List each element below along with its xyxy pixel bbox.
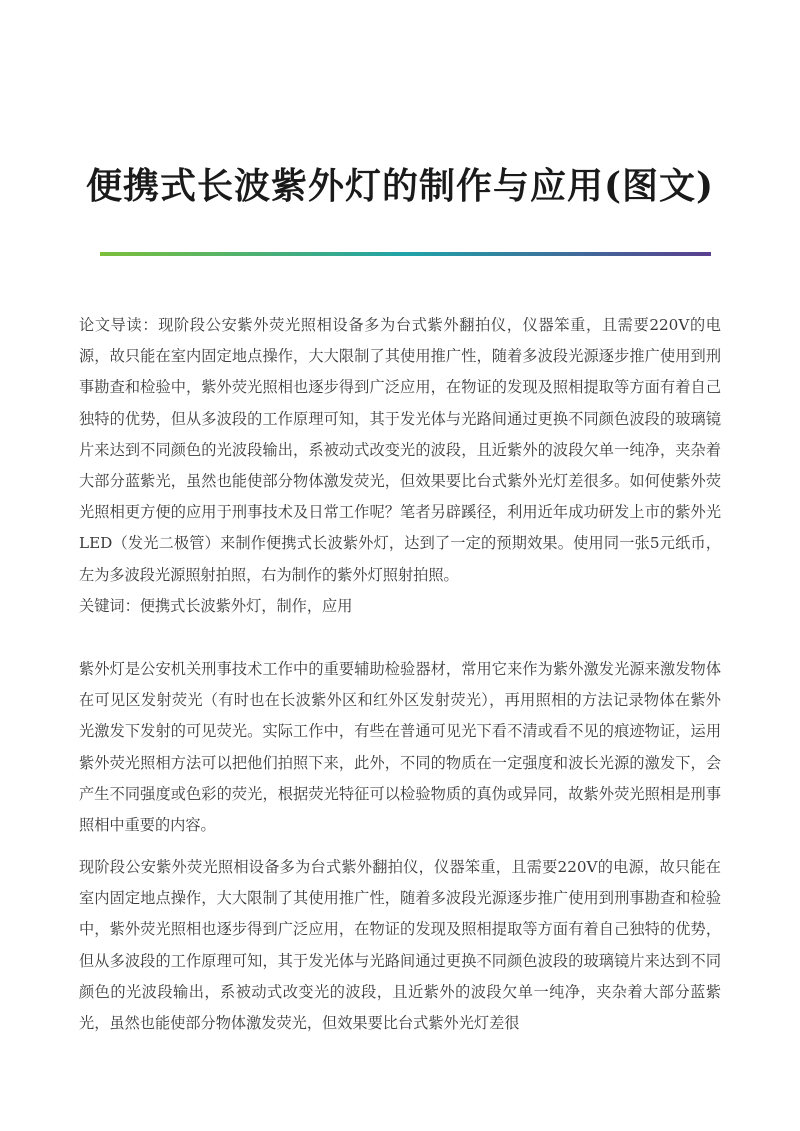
- abstract-block: [79, 310, 721, 622]
- keywords-line: 关键词：便携式长波紫外灯，制作，应用: [79, 596, 353, 615]
- title-divider: [100, 252, 711, 256]
- abstract-text: 论文导读：现阶段公安紫外荧光照相设备多为台式紫外翻拍仪，仪器笨重，且需要220V的电源，故只能在室内固定地点操作，大大限制了其使用推广性，随着多波段光源逐步推广使用到刑事勘查和检验中，紫外荧光照相也逐步得到广泛应用，在物证的发现及照相提取等方面有着自己独特的优势，但从多波段的工作原理可知，其于发光体与光路间通过更换不同颜色波段的玻璃镜片来达到不同颜色的光波段输出，系被动式改变光的波段，且近紫外的波段欠单一纯净，夹杂着大部分蓝紫光，虽然也能使部分物体激发荧光，但效果要比台式紫外光灯差很多。如何使紫外荧光照相更方便的应用于刑事技术及日常工作呢？笔者另辟蹊径，利用近年成功研发上市的紫外光LED（发光二极管）来制作便携式长波紫外灯，达到了一定的预期效果。使用同一张5元纸币，左为多波段光源照射拍照，右为制作的紫外灯照射拍照。: [79, 316, 721, 584]
- document-title: 便携式长波紫外灯的制作与应用(图文): [85, 165, 715, 207]
- body-paragraph-1: 紫外灯是公安机关刑事技术工作中的重要辅助检验器材，常用它来作为紫外激发光源来激发物体在可见区发射荧光（有时也在长波紫外区和红外区发射荧光），再用照相的方法记录物体在紫外光激发下发射的可见荧光。实际工作中，有些在普通可见光下看不清或看不见的痕迹物证，运用紫外荧光照相方法可以把他们拍照下来，此外，不同的物质在一定强度和波长光源的激发下，会产生不同强度或色彩的荧光，根据荧光特征可以检验物质的真伪或异同，故紫外荧光照相是刑事照相中重要的内容。: [79, 660, 721, 835]
- body-paragraph-2: 现阶段公安紫外荧光照相设备多为台式紫外翻拍仪，仪器笨重，且需要220V的电源，故只能在室内固定地点操作，大大限制了其使用推广性，随着多波段光源逐步推广使用到刑事勘查和检验中，紫外荧光照相也逐步得到广泛应用，在物证的发现及照相提取等方面有着自己独特的优势，但从多波段的工作原理可知，其于发光体与光路间通过更换不同颜色波段的玻璃镜片来达到不同颜色的光波段输出，系被动式改变光的波段，且近紫外的波段欠单一纯净，夹杂着大部分蓝紫光，虽然也能使部分物体激发荧光，但效果要比台式紫外光灯差很: [79, 858, 721, 1033]
